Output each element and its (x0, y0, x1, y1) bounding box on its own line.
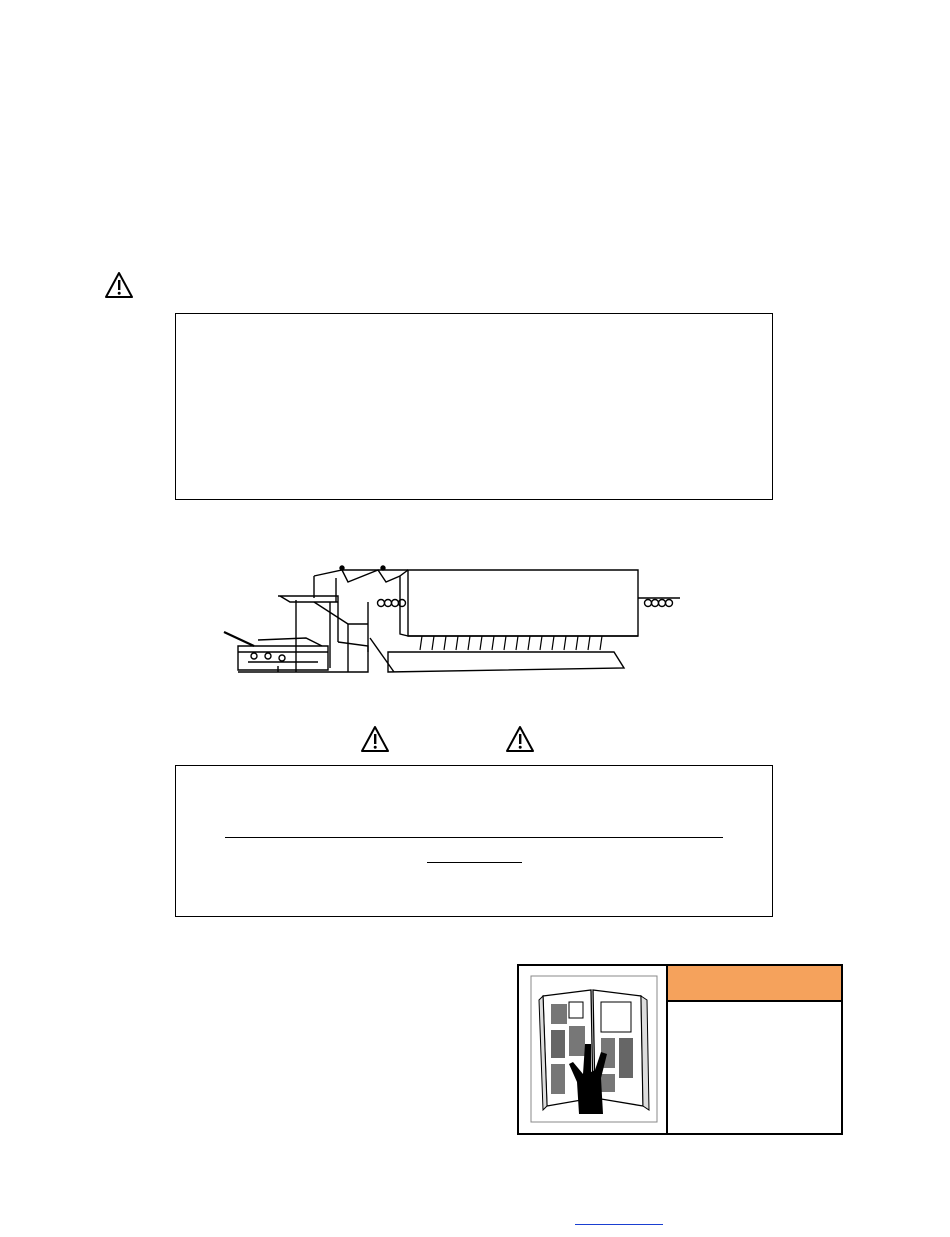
manual-book-hand-icon (529, 974, 659, 1129)
machine-illustration (218, 562, 688, 687)
underline-rule (427, 862, 522, 863)
footer-link[interactable] (575, 1206, 663, 1225)
caution-text-box (175, 765, 773, 917)
warning-text-box (175, 313, 773, 500)
underline-rule (225, 837, 723, 838)
warning-triangle-icon (360, 725, 390, 753)
warning-triangle-icon (104, 271, 134, 299)
notice-header (668, 966, 841, 1002)
warning-triangle-icon (505, 725, 535, 753)
read-manual-notice (517, 964, 843, 1135)
